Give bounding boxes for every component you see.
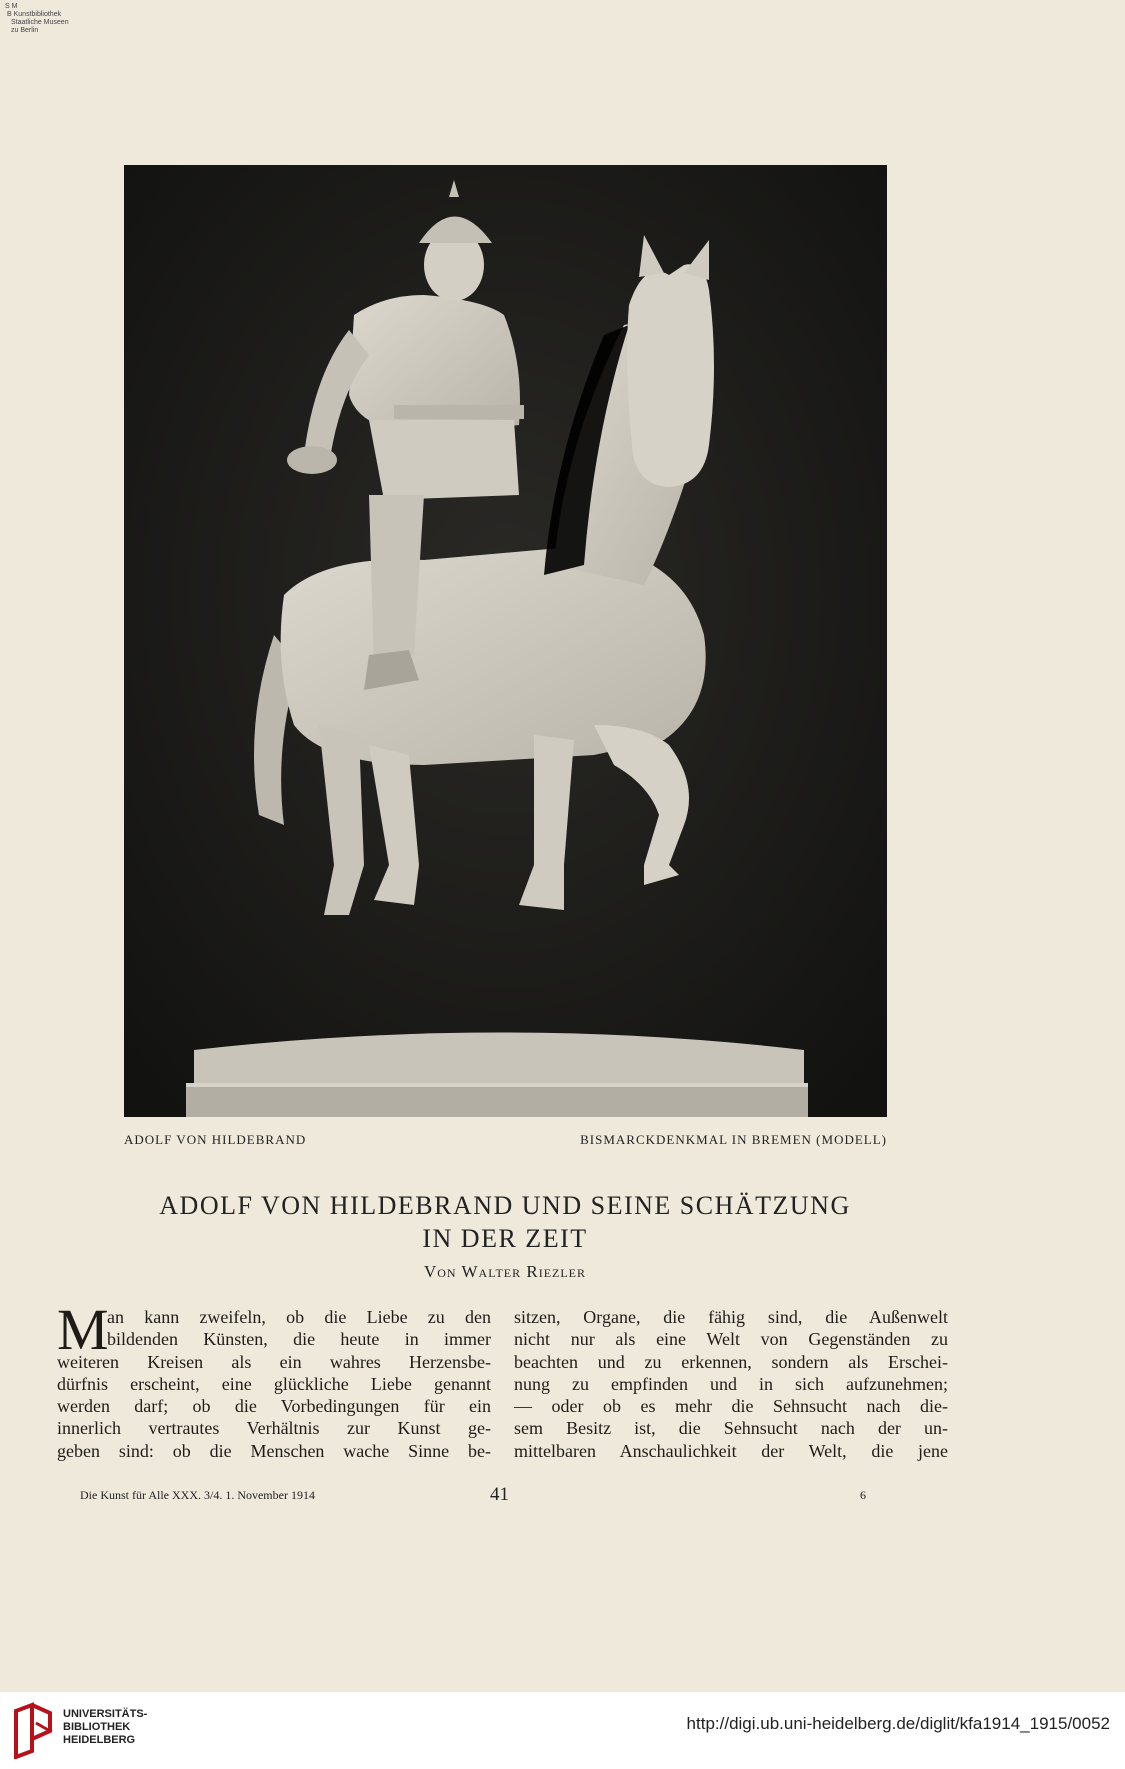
text-line: an kann zweifeln, ob die Liebe zu den — [107, 1307, 491, 1327]
text-line: werden darf; ob die Vorbedingungen für ein — [57, 1396, 491, 1417]
library-stamp — [5, 3, 69, 35]
library-name-line: HEIDELBERG — [63, 1734, 136, 1746]
stamp-line: S M — [5, 3, 18, 10]
figure-caption-title: BISMARCKDENKMAL IN BREMEN (MODELL) — [580, 1132, 887, 1147]
equestrian-statue-image — [124, 165, 887, 1117]
library-name — [63, 1708, 147, 1747]
stamp-line: zu Berlin — [11, 27, 39, 34]
text-line: weiteren Kreisen als ein wahres Herzensbe- — [57, 1351, 491, 1372]
article-byline: Von Walter Riezler — [423, 1262, 587, 1281]
signature-mark: 6 — [860, 1488, 866, 1502]
stamp-line: Staatliche Museen — [11, 19, 69, 26]
permalink-url[interactable]: http://digi.ub.uni-heidelberg.de/diglit/kfa1914_1915/0052 — [686, 1714, 1110, 1733]
article-title-line-1: ADOLF VON HILDEBRAND UND SEINE SCHÄTZUNG — [159, 1191, 851, 1220]
text-line: sitzen, Organe, die fähig sind, die Außenwelt — [514, 1307, 948, 1327]
page-number: 41 — [490, 1484, 509, 1505]
text-line: nicht nur als eine Welt von Gegenständen zu — [514, 1329, 948, 1350]
text-line: dürfnis erscheint, eine glückliche Liebe genannt — [57, 1373, 491, 1394]
figure-caption-artist: ADOLF VON HILDEBRAND — [124, 1132, 307, 1147]
library-name-line: BIBLIOTHEK — [63, 1721, 131, 1733]
journal-reference: Die Kunst für Alle XXX. 3/4. 1. November 1914 — [80, 1488, 315, 1502]
statue-photograph — [124, 165, 887, 1117]
text-line: bildenden Künsten, die heute in immer — [107, 1329, 491, 1350]
text-column-left — [57, 1297, 491, 1462]
text-column-right — [514, 1306, 948, 1462]
text-line: geben sind: ob die Menschen wache Sinne be- — [57, 1440, 491, 1461]
text-line: — oder ob es mehr die Sehnsucht nach die- — [514, 1396, 948, 1417]
text-line: innerlich vertrautes Verhältnis zur Kunst ge- — [57, 1418, 491, 1439]
stamp-line: B Kunstbibliothek — [7, 11, 62, 18]
text-line: beachten und zu erkennen, sondern als Erschei- — [514, 1351, 948, 1372]
text-line: nung zu empfinden und in sich aufzunehmen; — [514, 1373, 948, 1394]
library-name-line: UNIVERSITÄTS- — [63, 1708, 148, 1720]
drop-cap: M — [57, 1297, 109, 1362]
article-title-line-2: IN DER ZEIT — [422, 1224, 588, 1253]
text-line: mittelbaren Anschaulichkeit der Welt, die jene — [514, 1440, 948, 1461]
library-footer-bar — [0, 1692, 1125, 1769]
university-library-logo-icon — [12, 1701, 56, 1759]
text-line: sem Besitz ist, die Sehnsucht nach der un- — [514, 1418, 948, 1439]
